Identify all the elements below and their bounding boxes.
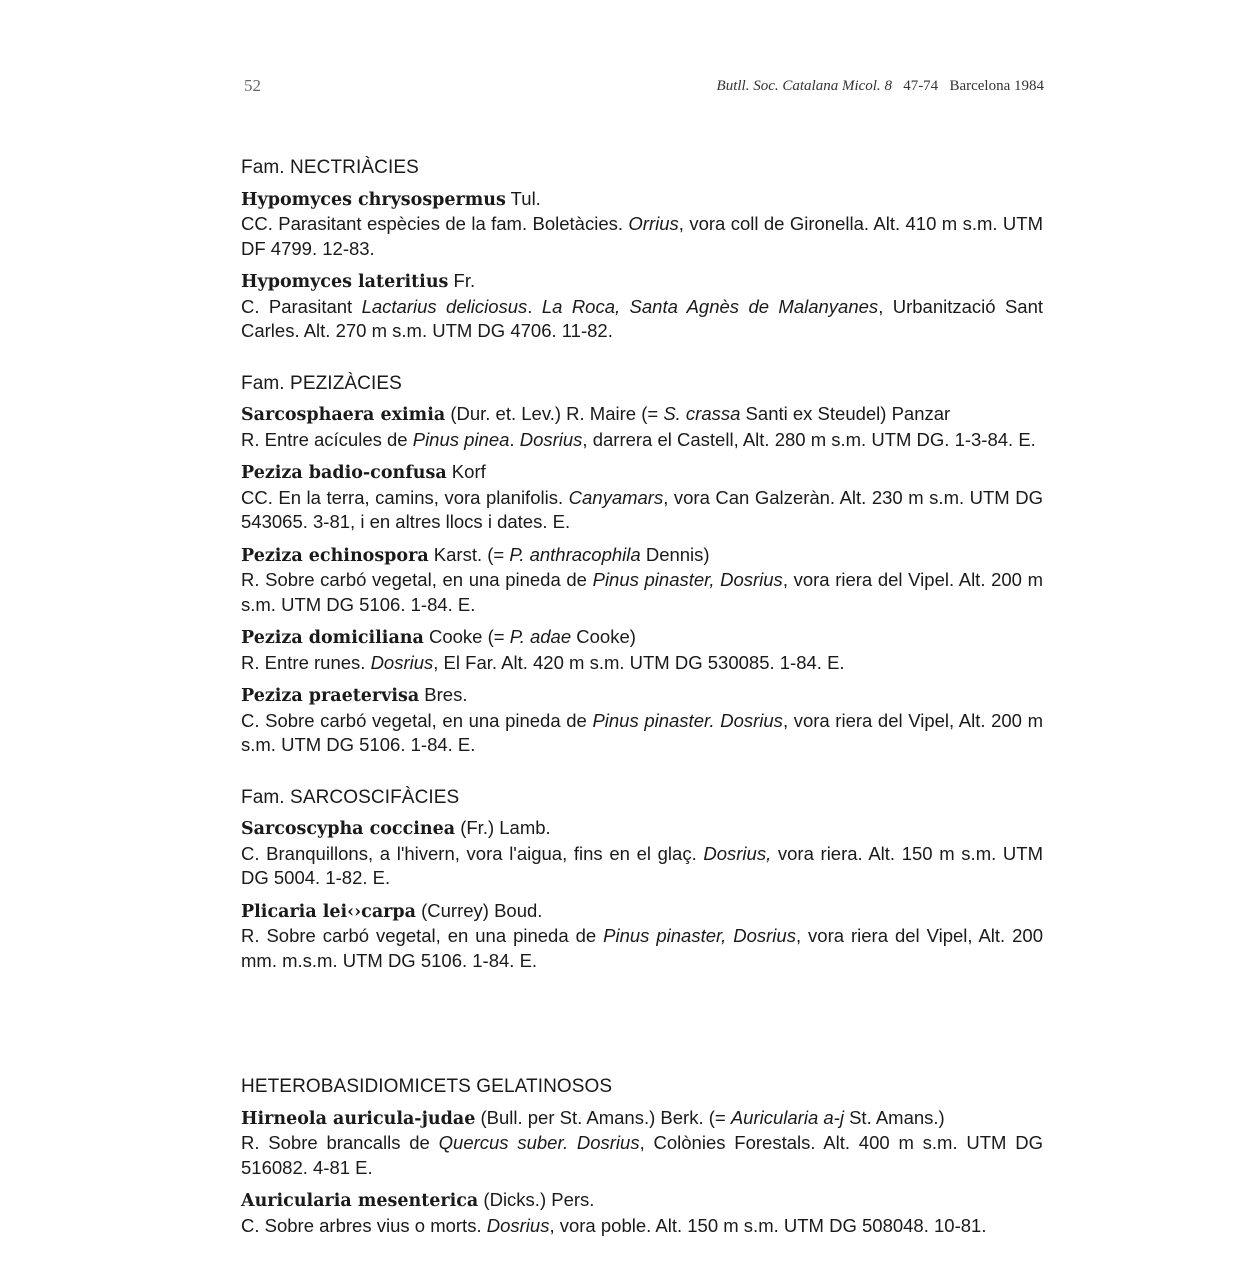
- text-run: Karst. (=: [428, 543, 510, 565]
- text-run: .: [509, 428, 520, 450]
- text-run: R. Entre acícules de: [241, 428, 413, 450]
- italic-run: La Roca, Santa Agnès de Malanyanes: [541, 295, 879, 317]
- species-name: Peziza echinospora: [241, 545, 429, 566]
- species-description: [241, 428, 1043, 453]
- text-run: Cooke): [571, 626, 636, 647]
- italic-run: Auricularia a-j: [730, 1106, 844, 1128]
- family-heading: HETEROBASIDIOMICETS GELATINOSOS: [241, 1076, 613, 1097]
- text-run: CC. En la terra, camins, vora planifolis.: [241, 486, 569, 508]
- species-entry: [241, 1106, 1043, 1181]
- text-run: (Fr.) Lamb.: [455, 817, 551, 838]
- species-name-line: [241, 269, 1043, 295]
- species-entry: [241, 899, 1043, 974]
- italic-run: Dosrius: [370, 651, 434, 673]
- species-name: Auricularia mesenterica: [241, 1191, 479, 1211]
- text-run: vora riera. Alt. 150 m s.m. UTM DG 5004. 1-82. E.: [241, 842, 1043, 888]
- species-entry: [241, 816, 1043, 891]
- text-run: , vora riera del Vipel. Alt. 200 m s.m. UTM DG 5106. 1-84. E.: [241, 569, 1044, 615]
- species-name-line: [241, 683, 1043, 709]
- text-run: , vora riera del Vipel, Alt. 200 mm. m.s.m. UTM DG 5106. 1-84. E.: [241, 925, 1043, 971]
- text-run: (Dur. et. Lev.) R. Maire (=: [445, 403, 664, 424]
- species-authority: [416, 900, 542, 921]
- species-description: [241, 486, 1043, 535]
- species-description: [241, 924, 1043, 973]
- italic-run: Dosrius,: [703, 842, 772, 864]
- running-head: [244, 76, 1044, 100]
- journal-reference: [717, 78, 1044, 95]
- species-authority: [424, 626, 636, 647]
- species-authority: [448, 270, 475, 291]
- italic-run: Quercus suber. Dosrius: [438, 1132, 640, 1153]
- text-run: .: [527, 295, 542, 317]
- italic-run: Pinus pinea: [412, 428, 510, 450]
- text-run: , vora poble. Alt. 150 m s.m. UTM DG 508048. 10-81.: [549, 1214, 987, 1236]
- text-run: Santi ex Steudel) Panzar: [740, 403, 951, 424]
- species-name: Hypomyces chrysospermus: [241, 189, 506, 210]
- page-number: 52: [244, 76, 261, 95]
- text-run: , El Far. Alt. 420 m s.m. UTM DG 530085. 1-84. E.: [433, 651, 845, 673]
- species-authority: [475, 1107, 944, 1128]
- italic-run: P. anthracophila: [509, 543, 641, 565]
- italic-run: P. adae: [509, 626, 572, 647]
- species-entry: [241, 683, 1043, 758]
- species-description: [241, 1131, 1043, 1180]
- species-authority: [445, 403, 950, 424]
- species-name: Peziza praetervisa: [241, 686, 420, 706]
- species-authority: [419, 684, 467, 705]
- species-entry: [241, 460, 1043, 535]
- species-description: [241, 842, 1043, 891]
- section-spacer: [241, 981, 1043, 1075]
- italic-run: Orrius: [628, 213, 679, 234]
- species-name-line: [241, 899, 1043, 925]
- species-name-line: [241, 402, 1043, 428]
- italic-run: Canyamars: [568, 486, 664, 508]
- species-name: Peziza domiciliana: [241, 628, 424, 648]
- text-run: Tul.: [505, 187, 541, 209]
- family-heading: Fam. NECTRIÀCIES: [241, 157, 419, 178]
- text-run: Dennis): [640, 543, 710, 565]
- species-entry: [241, 187, 1043, 262]
- species-authority: [447, 461, 486, 482]
- species-name: Plicaria lei‹›carpa: [241, 901, 416, 922]
- text-run: Korf: [446, 461, 486, 482]
- species-name-line: [241, 187, 1043, 213]
- species-entry: [241, 625, 1043, 675]
- text-run: C. Branquillons, a l'hivern, vora l'aigua, fins en el glaç.: [241, 842, 704, 864]
- species-description: [241, 651, 1043, 676]
- journal-title: Butll. Soc. Catalana Micol.: [716, 78, 881, 94]
- text-run: , vora riera del Vipel, Alt. 200 m s.m. UTM DG 5106. 1-84. E.: [241, 709, 1043, 755]
- text-run: (Currey) Boud.: [415, 899, 543, 921]
- section-spacer: [241, 352, 1043, 372]
- species-authority: [478, 1189, 594, 1210]
- species-description: [241, 568, 1043, 617]
- text-run: R. Sobre brancalls de: [241, 1132, 439, 1153]
- italic-run: Pinus pinaster, Dosrius: [603, 925, 796, 946]
- text-run: R. Sobre carbó vegetal, en una pineda de: [241, 925, 604, 946]
- text-run: , vora coll de Gironella. Alt. 410 m s.m. UTM DF 4799. 12-83.: [241, 213, 1043, 259]
- species-name: Hirneola auricula-judae: [241, 1108, 476, 1129]
- text-run: Bres.: [419, 684, 468, 705]
- article-body: [241, 156, 1043, 1246]
- text-run: CC. Parasitant espècies de la fam. Boletàcies.: [241, 213, 629, 234]
- species-name-line: [241, 1188, 1043, 1214]
- species-name-line: [241, 816, 1043, 842]
- section-spacer: [241, 766, 1043, 786]
- species-name-line: [241, 543, 1043, 569]
- text-run: , darrera el Castell, Alt. 280 m s.m. UTM DG. 1-3-84. E.: [582, 428, 1036, 450]
- text-run: C. Parasitant: [241, 295, 362, 317]
- species-name-line: [241, 625, 1043, 651]
- species-entry: [241, 1188, 1043, 1238]
- italic-run: Dosrius: [486, 1214, 550, 1236]
- text-run: Cooke (=: [423, 626, 510, 647]
- species-description: [241, 709, 1043, 758]
- species-name: Sarcosphaera eximia: [241, 405, 446, 425]
- italic-run: Pinus pinaster. Dosrius: [592, 709, 783, 731]
- text-run: R. Entre runes.: [241, 651, 371, 673]
- journal-volume: 8: [884, 78, 892, 94]
- text-run: , Urbanització Sant Carles. Alt. 270 m s.m. UTM DG 4706. 11-82.: [241, 295, 1044, 341]
- journal-pages: 47-74: [903, 78, 939, 94]
- species-entry: [241, 402, 1043, 452]
- species-description: [241, 1214, 1043, 1239]
- text-run: , vora Can Galzeràn. Alt. 230 m s.m. UTM DG 543065. 3-81, i en altres llocs i dates. E.: [241, 486, 1043, 532]
- species-authority: [455, 817, 551, 838]
- species-name-line: [241, 1106, 1043, 1132]
- text-run: C. Sobre arbres vius o morts.: [241, 1214, 487, 1236]
- species-name: Peziza badio-confusa: [241, 463, 447, 483]
- text-run: C. Sobre carbó vegetal, en una pineda de: [241, 709, 593, 731]
- journal-place-year: Barcelona 1984: [949, 78, 1044, 94]
- species-authority: [506, 188, 541, 209]
- species-authority: [429, 544, 710, 565]
- species-name-line: [241, 460, 1043, 486]
- species-name: Hypomyces lateritius: [241, 272, 449, 292]
- text-run: Fr.: [448, 270, 476, 291]
- text-run: (Dicks.) Pers.: [478, 1189, 595, 1210]
- italic-run: Dosrius: [519, 428, 583, 450]
- text-run: St. Amans.): [843, 1106, 945, 1128]
- italic-run: S. crassa: [663, 403, 741, 424]
- family-heading: Fam. PEZIZÀCIES: [241, 372, 402, 394]
- text-run: R. Sobre carbó vegetal, en una pineda de: [241, 569, 593, 590]
- family-heading: Fam. SARCOSCIFÀCIES: [241, 786, 460, 808]
- species-description: [241, 212, 1043, 261]
- species-description: [241, 295, 1043, 344]
- species-name: Sarcoscypha coccinea: [241, 819, 456, 839]
- text-run: , Colònies Forestals. Alt. 400 m s.m. UTM DG 516082. 4-81 E.: [241, 1132, 1043, 1178]
- text-run: (Bull. per St. Amans.) Berk. (=: [475, 1106, 731, 1128]
- italic-run: Pinus pinaster, Dosrius: [592, 569, 783, 590]
- italic-run: Lactarius deliciosus: [361, 295, 528, 317]
- species-entry: [241, 269, 1043, 344]
- species-entry: [241, 543, 1043, 618]
